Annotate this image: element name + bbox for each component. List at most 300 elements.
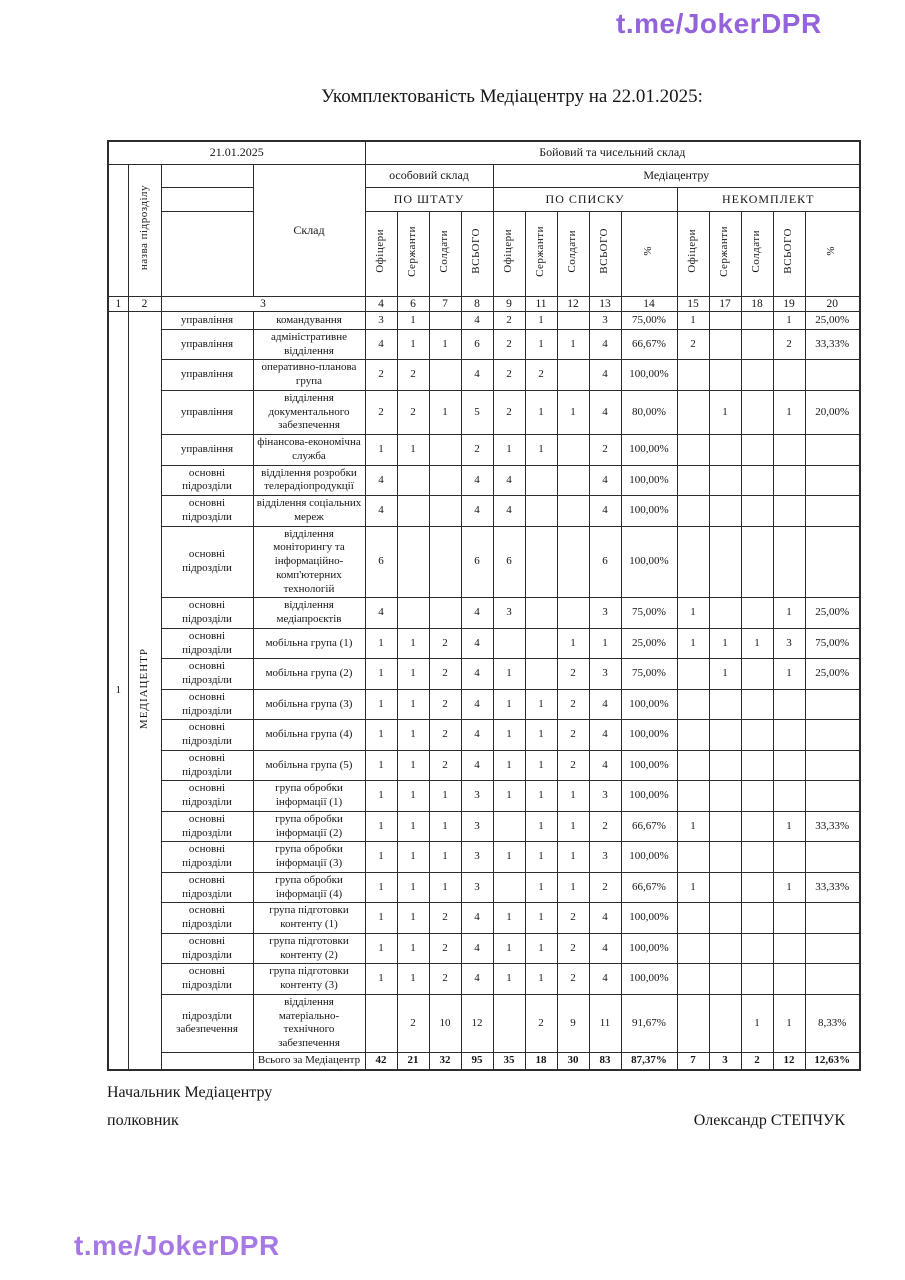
value-cell: 2	[589, 811, 621, 842]
value-cell: 1	[429, 872, 461, 903]
value-cell	[741, 872, 773, 903]
value-cell: 100,00%	[621, 496, 677, 527]
value-cell: 2	[677, 329, 709, 360]
value-cell	[557, 526, 589, 598]
value-cell: 7	[677, 1052, 709, 1070]
value-cell: 9	[557, 994, 589, 1052]
value-cell	[677, 526, 709, 598]
value-cell	[557, 435, 589, 466]
value-cell: 6	[493, 526, 525, 598]
value-cell: 1	[365, 435, 397, 466]
table-row	[108, 329, 860, 360]
value-cell: 1	[493, 720, 525, 751]
value-cell: 4	[461, 933, 493, 964]
unit-name-cell: мобільна група (4)	[253, 720, 365, 751]
value-cell	[741, 390, 773, 434]
value-cell: 100,00%	[621, 750, 677, 781]
table-row	[108, 435, 860, 466]
value-cell: 1	[557, 781, 589, 812]
value-cell: 4	[589, 903, 621, 934]
rotated-col-header-label: Солдати	[566, 229, 579, 273]
value-cell: 4	[461, 720, 493, 751]
value-cell: 1	[429, 842, 461, 873]
value-cell: 3	[773, 628, 805, 659]
value-cell: 4	[493, 496, 525, 527]
value-cell: 4	[493, 465, 525, 496]
value-cell: 1	[493, 659, 525, 690]
value-cell: 91,67%	[621, 994, 677, 1052]
value-cell: 75,00%	[805, 628, 860, 659]
value-cell	[709, 311, 741, 329]
value-cell: 1	[365, 811, 397, 842]
value-cell: 80,00%	[621, 390, 677, 434]
date-cell: 21.01.2025	[108, 141, 365, 164]
category-header-spacer-2	[161, 187, 253, 211]
value-cell	[741, 311, 773, 329]
table-row	[108, 689, 860, 720]
value-cell: 1	[525, 842, 557, 873]
value-cell: 1	[397, 720, 429, 751]
unit-category-cell: основні підрозділи	[161, 750, 253, 781]
rotated-header-row	[108, 211, 860, 296]
col-number-cell: 12	[557, 296, 589, 311]
unit-category-cell: основні підрозділи	[161, 781, 253, 812]
unit-name-cell: відділення документального забезпечення	[253, 390, 365, 434]
org-name-label: МЕДІАЦЕНТР	[137, 647, 150, 729]
value-cell: 4	[365, 329, 397, 360]
value-cell	[741, 526, 773, 598]
value-cell: 1	[365, 872, 397, 903]
value-cell: 1	[525, 329, 557, 360]
category-header-spacer-3	[161, 211, 253, 296]
value-cell: 100,00%	[621, 933, 677, 964]
by-list-header-cell: ПО СПИСКУ	[493, 187, 677, 211]
value-cell: 33,33%	[805, 872, 860, 903]
table-body	[108, 311, 860, 1070]
value-cell	[493, 811, 525, 842]
value-cell: 1	[741, 994, 773, 1052]
value-cell	[677, 496, 709, 527]
rotated-col-header-cell	[429, 211, 461, 296]
value-cell: 1	[709, 628, 741, 659]
value-cell: 18	[525, 1052, 557, 1070]
value-cell: 4	[589, 750, 621, 781]
value-cell	[677, 720, 709, 751]
unit-category-cell: управління	[161, 311, 253, 329]
value-cell: 4	[589, 329, 621, 360]
value-cell	[741, 360, 773, 391]
value-cell: 1	[397, 964, 429, 995]
value-cell: 10	[429, 994, 461, 1052]
table-row	[108, 750, 860, 781]
unit-category-cell: основні підрозділи	[161, 689, 253, 720]
value-cell: 3	[461, 811, 493, 842]
value-cell	[493, 628, 525, 659]
unit-name-cell: група підготовки контенту (1)	[253, 903, 365, 934]
unit-category-cell: основні підрозділи	[161, 496, 253, 527]
value-cell: 1	[493, 933, 525, 964]
value-cell	[709, 964, 741, 995]
value-cell: 1	[709, 659, 741, 690]
value-cell	[773, 360, 805, 391]
col-number-cell: 11	[525, 296, 557, 311]
value-cell: 4	[461, 311, 493, 329]
value-cell: 1	[525, 964, 557, 995]
value-cell: 2	[557, 964, 589, 995]
page-title: Укомплектованість Медіацентру на 22.01.2025:	[321, 86, 703, 107]
value-cell	[493, 872, 525, 903]
rotated-col-header-label: ВСЬОГО	[782, 228, 795, 274]
value-cell: 25,00%	[805, 598, 860, 629]
value-cell: 1	[557, 628, 589, 659]
value-cell: 100,00%	[621, 689, 677, 720]
rotated-col-header-label: %	[642, 246, 655, 256]
value-cell: 2	[429, 628, 461, 659]
unit-name-cell: група обробки інформації (4)	[253, 872, 365, 903]
table-row	[108, 903, 860, 934]
col-number-cell: 19	[773, 296, 805, 311]
value-cell: 1	[525, 689, 557, 720]
unit-name-cell: Всього за Медіацентр	[253, 1052, 365, 1070]
value-cell: 4	[461, 659, 493, 690]
value-cell: 2	[557, 903, 589, 934]
value-cell	[741, 496, 773, 527]
value-cell: 2	[493, 360, 525, 391]
value-cell: 1	[365, 842, 397, 873]
value-cell: 95	[461, 1052, 493, 1070]
col-number-cell: 2	[128, 296, 161, 311]
col-number-cell: 8	[461, 296, 493, 311]
value-cell: 1	[589, 628, 621, 659]
signature-rank: полковник	[107, 1112, 179, 1129]
value-cell: 4	[589, 390, 621, 434]
value-cell: 3	[589, 659, 621, 690]
value-cell: 1	[397, 842, 429, 873]
table-row	[108, 933, 860, 964]
value-cell: 2	[429, 659, 461, 690]
col-number-cell: 17	[709, 296, 741, 311]
rotated-col-header-label: Офіцери	[374, 229, 387, 274]
value-cell	[557, 465, 589, 496]
value-cell: 1	[429, 781, 461, 812]
table-row	[108, 964, 860, 995]
value-cell: 66,67%	[621, 329, 677, 360]
rotated-col-header-cell	[493, 211, 525, 296]
value-cell: 4	[589, 465, 621, 496]
value-cell: 1	[493, 781, 525, 812]
value-cell	[397, 526, 429, 598]
value-cell: 4	[461, 598, 493, 629]
value-cell	[805, 903, 860, 934]
value-cell	[557, 360, 589, 391]
value-cell: 2	[429, 903, 461, 934]
value-cell: 1	[557, 390, 589, 434]
value-cell: 1	[493, 435, 525, 466]
rotated-col-header-label: Офіцери	[502, 229, 515, 274]
value-cell: 1	[493, 903, 525, 934]
unit-name-cell: фінансова-економічна служба	[253, 435, 365, 466]
value-cell	[741, 329, 773, 360]
value-cell	[773, 689, 805, 720]
value-cell	[525, 526, 557, 598]
value-cell: 11	[589, 994, 621, 1052]
value-cell: 4	[589, 689, 621, 720]
value-cell: 1	[525, 903, 557, 934]
value-cell: 1	[525, 933, 557, 964]
value-cell	[741, 903, 773, 934]
table-row	[108, 465, 860, 496]
unit-name-cell: мобільна група (3)	[253, 689, 365, 720]
value-cell: 1	[773, 811, 805, 842]
value-cell	[773, 964, 805, 995]
table-row	[108, 311, 860, 329]
value-cell	[677, 360, 709, 391]
unit-category-cell: основні підрозділи	[161, 628, 253, 659]
value-cell	[805, 526, 860, 598]
unit-name-col-header-cell	[128, 164, 161, 296]
value-cell	[677, 659, 709, 690]
value-cell: 3	[365, 311, 397, 329]
value-cell	[773, 842, 805, 873]
rotated-col-header-cell	[365, 211, 397, 296]
total-row	[108, 1052, 860, 1070]
value-cell: 1	[365, 628, 397, 659]
value-cell: 1	[397, 628, 429, 659]
value-cell: 1	[677, 311, 709, 329]
value-cell: 33,33%	[805, 811, 860, 842]
value-cell: 4	[365, 496, 397, 527]
value-cell: 12	[461, 994, 493, 1052]
value-cell: 1	[365, 903, 397, 934]
value-cell	[805, 360, 860, 391]
value-cell: 4	[461, 903, 493, 934]
value-cell: 1	[429, 390, 461, 434]
value-cell: 75,00%	[621, 598, 677, 629]
value-cell: 87,37%	[621, 1052, 677, 1070]
unit-category-cell: управління	[161, 360, 253, 391]
value-cell: 6	[461, 329, 493, 360]
table-row	[108, 360, 860, 391]
value-cell: 1	[397, 933, 429, 964]
value-cell	[677, 750, 709, 781]
value-cell: 2	[557, 720, 589, 751]
value-cell	[493, 994, 525, 1052]
value-cell: 6	[589, 526, 621, 598]
col-number-cell: 1	[108, 296, 128, 311]
value-cell	[709, 496, 741, 527]
value-cell: 66,67%	[621, 872, 677, 903]
value-cell: 1	[397, 750, 429, 781]
unit-name-cell: відділення розробки телерадіопродукції	[253, 465, 365, 496]
value-cell: 1	[557, 329, 589, 360]
table-row	[108, 811, 860, 842]
value-cell	[709, 750, 741, 781]
value-cell	[741, 659, 773, 690]
col-number-cell: 18	[741, 296, 773, 311]
rotated-col-header-label: ВСЬОГО	[598, 228, 611, 274]
value-cell: 1	[365, 720, 397, 751]
value-cell: 2	[525, 360, 557, 391]
value-cell: 4	[589, 720, 621, 751]
value-cell: 1	[429, 329, 461, 360]
value-cell	[805, 933, 860, 964]
value-cell: 1	[429, 811, 461, 842]
value-cell	[709, 465, 741, 496]
value-cell: 1	[773, 994, 805, 1052]
signature-name: Олександр СТЕПЧУК	[693, 1112, 845, 1129]
unit-category-cell: основні підрозділи	[161, 526, 253, 598]
rotated-col-header-label: Сержанти	[534, 225, 547, 277]
unit-category-cell: основні підрозділи	[161, 903, 253, 934]
value-cell: 33,33%	[805, 329, 860, 360]
value-cell	[805, 496, 860, 527]
rotated-col-header-cell	[589, 211, 621, 296]
composition-header-cell: Склад	[253, 164, 365, 296]
unit-category-cell: основні підрозділи	[161, 465, 253, 496]
value-cell	[557, 496, 589, 527]
unit-name-cell: мобільна група (2)	[253, 659, 365, 690]
value-cell: 2	[397, 390, 429, 434]
value-cell: 1	[773, 659, 805, 690]
col-number-cell: 4	[365, 296, 397, 311]
value-cell	[805, 842, 860, 873]
shortage-header-cell: НЕКОМПЛЕКТ	[677, 187, 860, 211]
value-cell: 1	[397, 689, 429, 720]
value-cell	[741, 811, 773, 842]
value-cell	[741, 435, 773, 466]
org-name-cell	[128, 311, 161, 1070]
col-number-cell: 20	[805, 296, 860, 311]
value-cell	[677, 994, 709, 1052]
value-cell	[429, 311, 461, 329]
value-cell	[805, 720, 860, 751]
value-cell: 4	[461, 465, 493, 496]
value-cell: 2	[557, 689, 589, 720]
value-cell	[773, 435, 805, 466]
value-cell	[709, 360, 741, 391]
unit-name-col-header-label: назва підрозділу	[137, 185, 150, 271]
value-cell	[677, 689, 709, 720]
value-cell	[677, 964, 709, 995]
value-cell: 5	[461, 390, 493, 434]
value-cell	[525, 465, 557, 496]
value-cell: 2	[365, 360, 397, 391]
col-number-cell: 15	[677, 296, 709, 311]
value-cell: 100,00%	[621, 964, 677, 995]
value-cell: 1	[525, 750, 557, 781]
value-cell: 1	[557, 811, 589, 842]
value-cell	[709, 526, 741, 598]
value-cell	[429, 465, 461, 496]
value-cell: 4	[461, 628, 493, 659]
value-cell: 2	[429, 750, 461, 781]
watermark-top: t.me/JokerDPR	[616, 8, 822, 39]
value-cell	[429, 360, 461, 391]
value-cell	[709, 872, 741, 903]
value-cell	[773, 781, 805, 812]
col-number-cell: 7	[429, 296, 461, 311]
value-cell: 8,33%	[805, 994, 860, 1052]
value-cell: 25,00%	[621, 628, 677, 659]
value-cell: 2	[493, 311, 525, 329]
unit-name-cell: командування	[253, 311, 365, 329]
value-cell	[773, 496, 805, 527]
value-cell: 1	[557, 842, 589, 873]
value-cell: 1	[397, 903, 429, 934]
value-cell: 2	[429, 720, 461, 751]
value-cell	[429, 598, 461, 629]
value-cell: 2	[589, 872, 621, 903]
value-cell	[677, 435, 709, 466]
value-cell: 1	[397, 659, 429, 690]
value-cell: 6	[461, 526, 493, 598]
col-number-cell: 14	[621, 296, 677, 311]
value-cell: 4	[589, 360, 621, 391]
unit-name-cell: адміністративне відділення	[253, 329, 365, 360]
table-row	[108, 994, 860, 1052]
rotated-col-header-cell	[621, 211, 677, 296]
unit-category-cell: управління	[161, 435, 253, 466]
value-cell	[397, 598, 429, 629]
value-cell: 1	[397, 435, 429, 466]
col-number-row	[108, 296, 860, 311]
unit-name-cell: група обробки інформації (2)	[253, 811, 365, 842]
value-cell	[805, 964, 860, 995]
table-header-row-groups1	[108, 164, 860, 187]
value-cell: 100,00%	[621, 842, 677, 873]
unit-category-cell: основні підрозділи	[161, 933, 253, 964]
unit-category-cell: основні підрозділи	[161, 720, 253, 751]
rotated-col-header-label: ВСЬОГО	[470, 228, 483, 274]
unit-name-cell: відділення моніторингу та інформаційно-комп'ютерних технологій	[253, 526, 365, 598]
unit-name-cell: відділення соціальних мереж	[253, 496, 365, 527]
unit-name-cell: група підготовки контенту (3)	[253, 964, 365, 995]
value-cell	[741, 689, 773, 720]
personnel-header-cell: особовий склад	[365, 164, 493, 187]
unit-name-cell: група обробки інформації (1)	[253, 781, 365, 812]
value-cell	[805, 465, 860, 496]
value-cell	[741, 598, 773, 629]
value-cell: 100,00%	[621, 526, 677, 598]
value-cell	[525, 598, 557, 629]
value-cell	[677, 903, 709, 934]
value-cell	[677, 390, 709, 434]
value-cell: 21	[397, 1052, 429, 1070]
rotated-col-header-cell	[397, 211, 429, 296]
unit-category-cell: основні підрозділи	[161, 964, 253, 995]
value-cell: 12	[773, 1052, 805, 1070]
table-row	[108, 390, 860, 434]
table-row	[108, 526, 860, 598]
index-col-header-cell	[108, 164, 128, 296]
table-row	[108, 659, 860, 690]
unit-category-cell: основні підрозділи	[161, 872, 253, 903]
unit-name-cell: мобільна група (5)	[253, 750, 365, 781]
value-cell: 3	[461, 781, 493, 812]
table-row	[108, 720, 860, 751]
value-cell	[709, 811, 741, 842]
value-cell: 1	[773, 311, 805, 329]
value-cell: 1	[677, 598, 709, 629]
rotated-col-header-label: Солдати	[750, 229, 763, 273]
unit-category-cell: основні підрозділи	[161, 842, 253, 873]
table-row	[108, 872, 860, 903]
value-cell: 1	[773, 872, 805, 903]
col-number-cell: 13	[589, 296, 621, 311]
value-cell	[805, 435, 860, 466]
value-cell: 1	[397, 329, 429, 360]
value-cell	[525, 496, 557, 527]
